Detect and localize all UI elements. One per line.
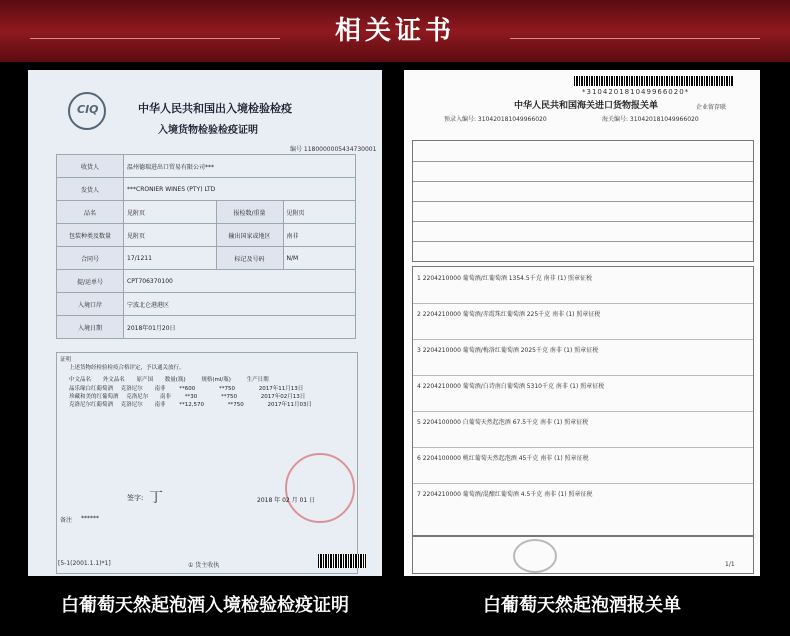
inspection-certificate-image xyxy=(28,70,382,576)
col-header: 外文品名 xyxy=(102,377,125,383)
item-cell: 克洛尼尔 xyxy=(126,394,149,400)
row-label: 发货人 xyxy=(57,178,124,201)
row-label: 提/运单号 xyxy=(57,270,124,293)
cert-info-table xyxy=(56,154,356,339)
item-cell: 晶乐缘白红葡萄酒 xyxy=(69,386,114,392)
col-header: 原产国 xyxy=(136,377,154,383)
customs-footer xyxy=(412,536,754,574)
row-label: 输出国家或地区 xyxy=(216,224,283,247)
ciq-logo-icon: CIQ xyxy=(68,92,106,130)
header-divider-right xyxy=(510,38,760,39)
table-row xyxy=(57,316,356,339)
row-value: 见附页 xyxy=(124,224,217,247)
col-header: 中文品名 xyxy=(69,377,92,383)
row-value: 17/1211 xyxy=(124,247,217,270)
list-item xyxy=(69,392,305,400)
barcode-icon xyxy=(318,554,366,568)
item-cell: 2017年11月03日 xyxy=(267,402,313,408)
item-cell: 2017年02月13日 xyxy=(260,394,306,400)
row-label: 收货人 xyxy=(57,155,124,178)
cert-body-text: 上述货物经检验检疫合格评定，予以通关放行。 xyxy=(69,365,185,371)
customs-declaration-image xyxy=(404,70,760,576)
table-row xyxy=(57,293,356,316)
row-label: 包装种类及数量 xyxy=(57,224,124,247)
list-item xyxy=(69,400,312,408)
page-header xyxy=(0,0,790,62)
barcode-icon xyxy=(574,76,734,86)
signature-icon: 丁 xyxy=(149,490,163,506)
item-cell: 克洛尼尔红葡萄酒 xyxy=(69,402,114,408)
item-cell: 南非 xyxy=(160,394,172,400)
remarks-label: 备注 xyxy=(60,517,73,524)
list-item: 3 2204210000 葡萄酒/梅洛红葡萄酒 2025千克 南非 (1) 照章征税 xyxy=(417,347,599,354)
item-cell: 珍藏和美的红葡萄酒 xyxy=(69,394,119,400)
item-cell: 克洛尼尔 xyxy=(120,386,143,392)
cert-number: 编号 1180000005434730001 xyxy=(290,146,377,153)
row-value: 见附页 xyxy=(124,201,217,224)
item-cell: 克洛尼尔 xyxy=(120,402,143,408)
row-value: N/M xyxy=(283,247,355,270)
caption-certificate: 白葡萄天然起泡酒入境检验检疫证明 xyxy=(61,595,349,616)
official-seal-icon xyxy=(285,453,355,523)
sign-date: 2018 年 02 月 01 日 xyxy=(257,497,316,504)
copy-label: 企业留存联 xyxy=(696,104,727,111)
row-label: 合同号 xyxy=(57,247,124,270)
row-value: 南非 xyxy=(283,224,355,247)
sign-label: 签字: xyxy=(127,494,144,502)
item-cell: **750 xyxy=(219,386,236,392)
caption-customs: 白葡萄天然起泡酒报关单 xyxy=(483,595,681,616)
row-value: CPT706370100 xyxy=(124,270,356,293)
row-label: 品名 xyxy=(57,201,124,224)
footer-mark: ① 货主收执 xyxy=(188,562,220,569)
items-header xyxy=(69,375,269,383)
row-value: 见附页 xyxy=(283,201,355,224)
page-number: 1/1 xyxy=(725,561,735,568)
item-cell: **750 xyxy=(221,394,238,400)
row-value: 温州德瑞进出口贸易有限公司*** xyxy=(124,155,356,178)
item-cell: **30 xyxy=(184,394,198,400)
customs-top-code: *310420181049966020* xyxy=(582,88,690,96)
item-cell: **750 xyxy=(227,402,244,408)
row-label: 入境日期 xyxy=(57,316,124,339)
row-value: ***CRONIER WINES (PTY) LTD xyxy=(124,178,356,201)
item-cell: **12,570 xyxy=(179,402,205,408)
row-label: 入境口岸 xyxy=(57,293,124,316)
table-row xyxy=(57,155,356,178)
item-cell: **600 xyxy=(179,386,196,392)
page-title: 相关证书 xyxy=(334,16,455,46)
customs-items-table xyxy=(412,266,754,536)
customs-prerecord-no: 预录入编号: 310420181049966020 xyxy=(444,116,547,123)
table-row xyxy=(57,224,356,247)
list-item: 2 2204210000 葡萄酒/赤霞珠红葡萄酒 225千克 南非 (1) 照章征税 xyxy=(417,311,601,318)
table-row xyxy=(57,270,356,293)
cert-title-line2: 入境货物检验检疫证明 xyxy=(158,125,258,136)
customs-stamp-icon xyxy=(513,539,557,573)
table-row xyxy=(57,201,356,224)
col-header: 规格(ml/瓶) xyxy=(201,377,231,383)
row-value: 宁波北仑港港区 xyxy=(124,293,356,316)
list-item xyxy=(69,384,303,392)
row-label: 报检数/重量 xyxy=(216,201,283,224)
row-value: 2018年01月20日 xyxy=(124,316,356,339)
cert-body-intro: 证明 xyxy=(60,357,72,363)
list-item: 6 2204100000 桃红葡萄天然起泡酒 45千克 南非 (1) 照章征税 xyxy=(417,455,589,462)
footer-code: [5-1(2001.1.1)*1] xyxy=(58,560,111,567)
list-item: 5 2204100000 白葡萄天然起泡酒 67.5千克 南非 (1) 照章征税 xyxy=(417,419,589,426)
list-item: 1 2204210000 葡萄酒/红葡萄酒 1354.5千克 南非 (1) 照章征税 xyxy=(417,275,592,282)
customs-title: 中华人民共和国海关进口货物报关单 xyxy=(514,101,659,111)
table-row xyxy=(57,247,356,270)
remarks-value: ****** xyxy=(81,515,99,522)
item-cell: 南非 xyxy=(154,402,166,408)
cert-body xyxy=(56,352,358,574)
customs-no: 海关编号: 310420181049966020 xyxy=(602,116,699,123)
customs-header-grid xyxy=(412,140,754,262)
cert-title-line1: 中华人民共和国出入境检验检疫 xyxy=(138,102,292,115)
item-cell: 2017年11月13日 xyxy=(258,386,304,392)
col-header: 数量(瓶) xyxy=(164,377,186,383)
item-cell: 南非 xyxy=(154,386,166,392)
col-header: 生产日期 xyxy=(246,377,269,383)
list-item: 7 2204210000 葡萄酒/混酿红葡萄酒 4.5千克 南非 (1) 照章征税 xyxy=(417,491,593,498)
row-label: 标记及号码 xyxy=(216,247,283,270)
table-row xyxy=(57,178,356,201)
list-item: 4 2204210000 葡萄酒/白诗南白葡萄酒 5310千克 南非 (1) 照章征税 xyxy=(417,383,605,390)
